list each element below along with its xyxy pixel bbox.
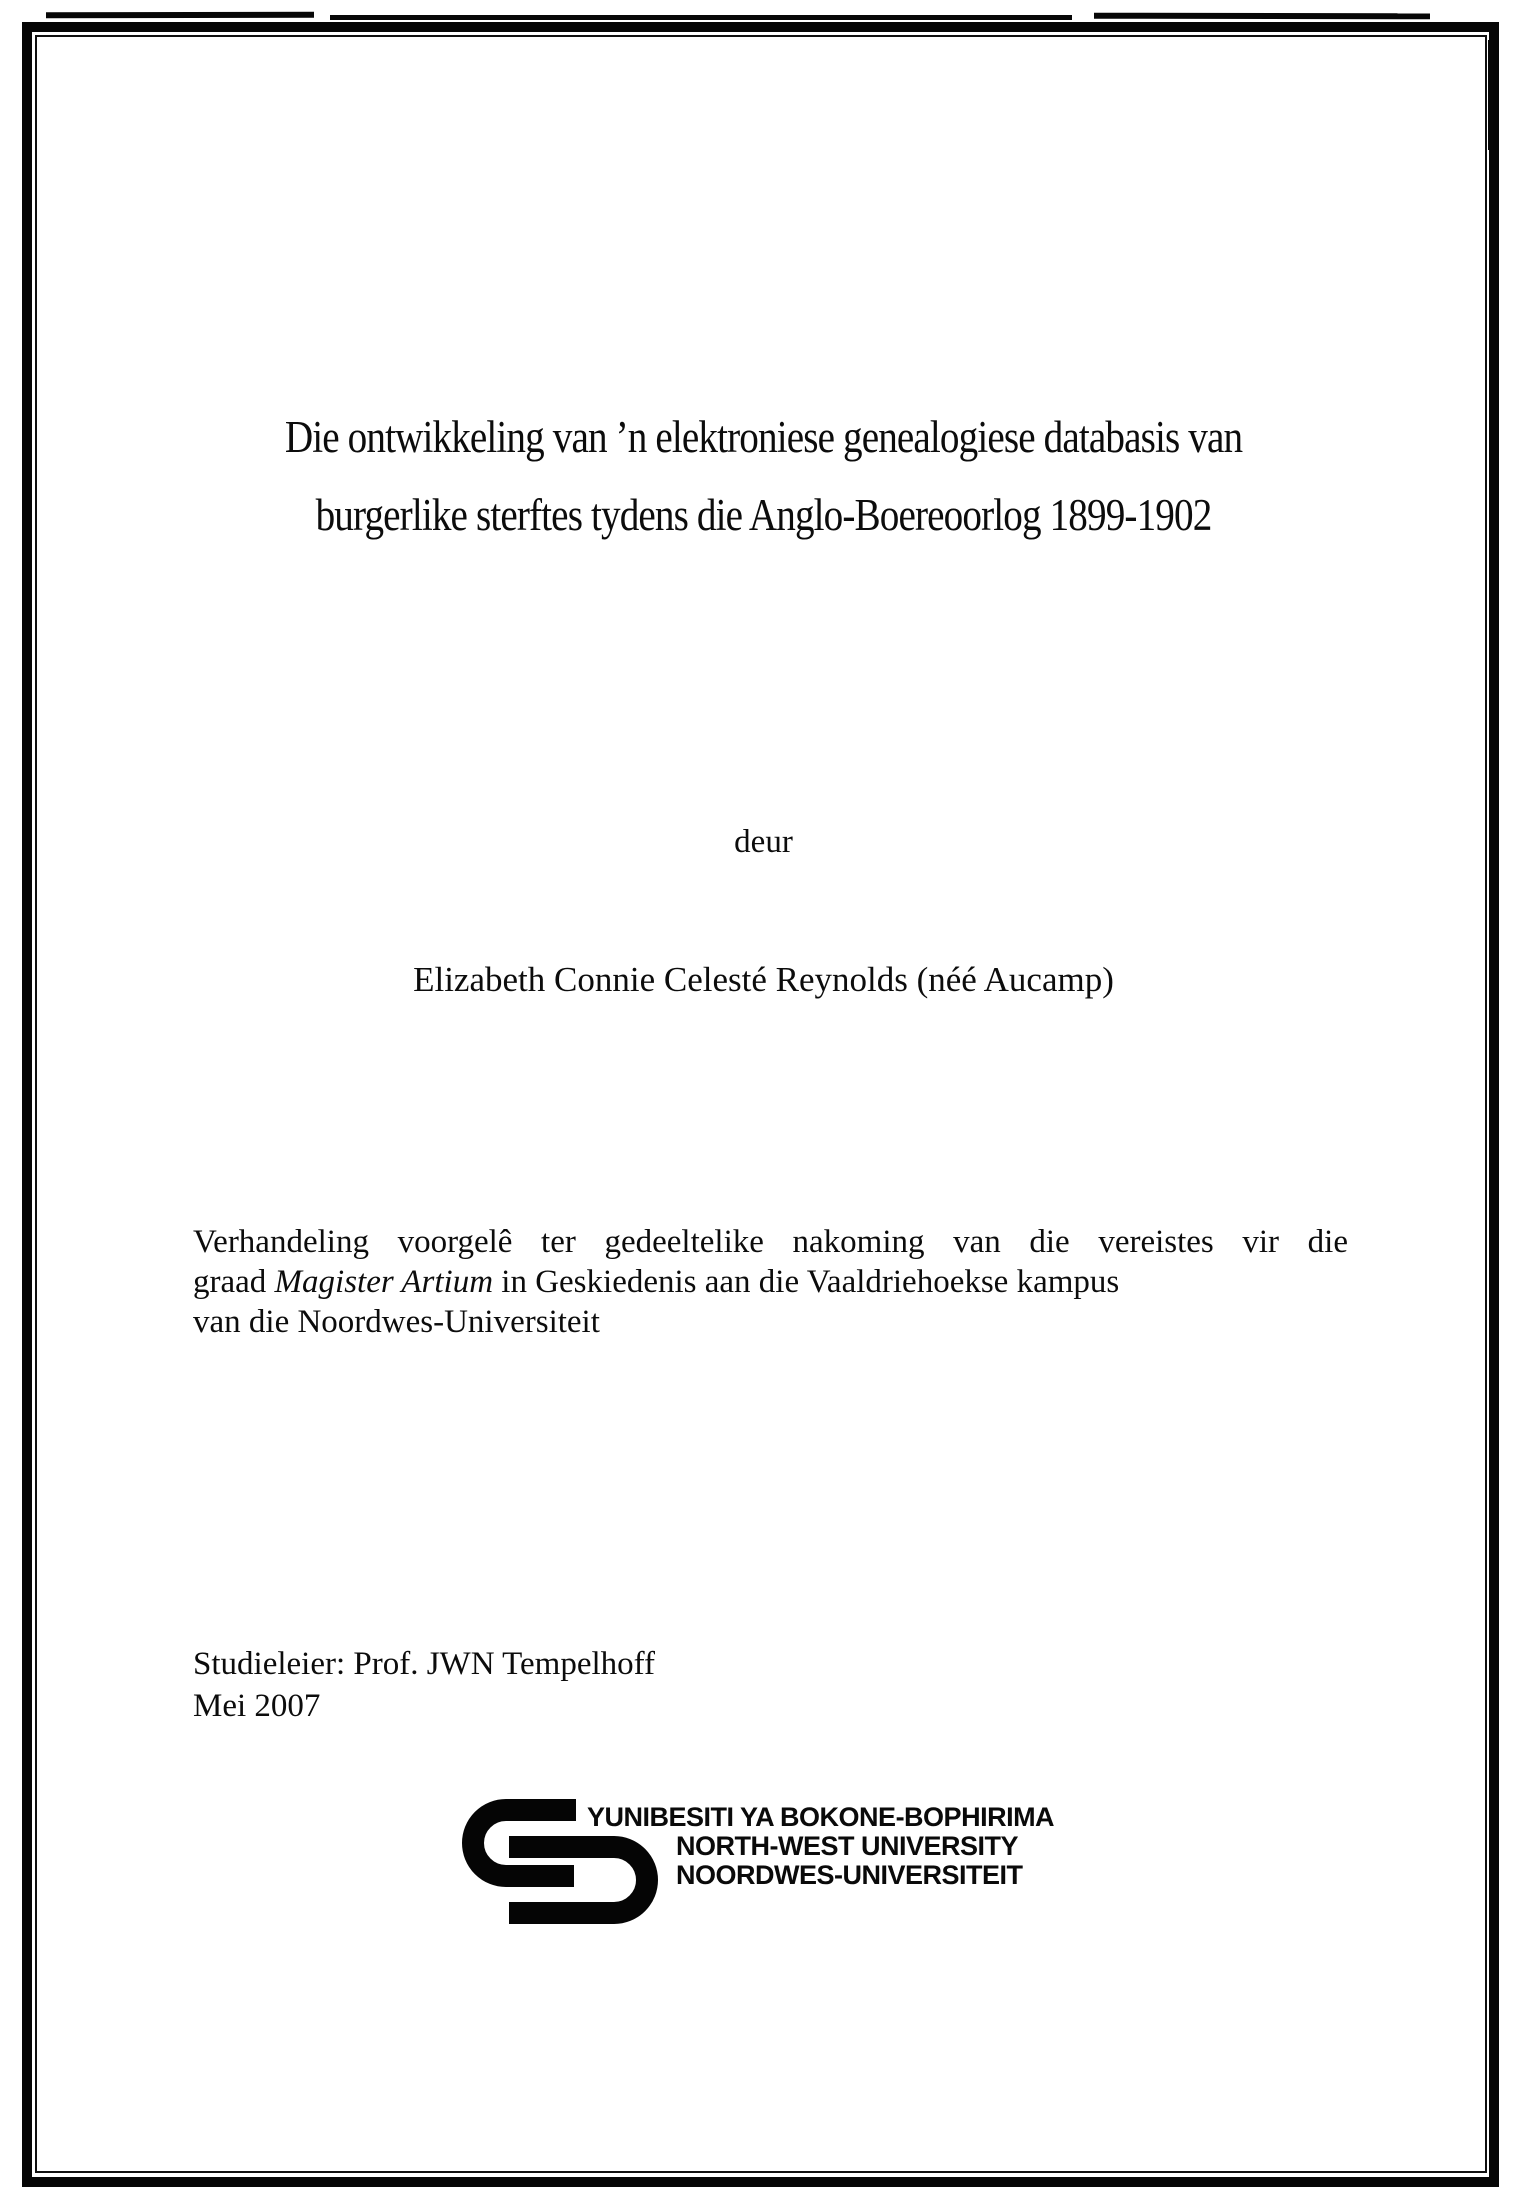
byline-deur: deur xyxy=(734,824,793,860)
date-line: Mei 2007 xyxy=(193,1688,321,1724)
degree-statement xyxy=(193,1222,1348,1342)
scan-artifact xyxy=(1094,13,1430,20)
supervisor-block xyxy=(193,1643,655,1727)
statement-line-2-prefix: graad xyxy=(193,1264,275,1300)
scan-artifact xyxy=(330,15,1072,20)
logo-line-afrikaans: NOORDWES-UNIVERSITEIT xyxy=(676,1860,1023,1890)
statement-line-1: Verhandeling voorgelê ter gedeeltelike nakoming van die vereistes vir die xyxy=(193,1224,1348,1260)
supervisor-line: Studieleier: Prof. JWN Tempelhoff xyxy=(193,1646,656,1682)
thesis-title xyxy=(99,398,1427,554)
statement-line-2-suffix: in Geskiedenis aan die Vaaldriehoekse kampus xyxy=(493,1264,1120,1300)
statement-line-2 xyxy=(193,1262,1348,1302)
logo-line-english: NORTH-WEST UNIVERSITY xyxy=(676,1831,1019,1861)
scan-artifact xyxy=(46,12,314,18)
degree-name-italic: Magister Artium xyxy=(274,1264,494,1300)
logo-line-setswana: YUNIBESITI YA BOKONE-BOPHIRIMA xyxy=(587,1802,1055,1832)
statement-line-3: van die Noordwes-Universiteit xyxy=(193,1304,600,1340)
scan-artifact xyxy=(1488,40,1493,150)
title-line-2: burgerlike sterftes tydens die Anglo-Boereoorlog 1899-1902 xyxy=(315,490,1212,540)
university-logo-text xyxy=(587,1803,1054,1890)
title-line-1: Die ontwikkeling van ’n elektroniese genealogiese databasis van xyxy=(284,412,1243,462)
author-name: Elizabeth Connie Celesté Reynolds (néé Aucamp) xyxy=(413,960,1114,999)
